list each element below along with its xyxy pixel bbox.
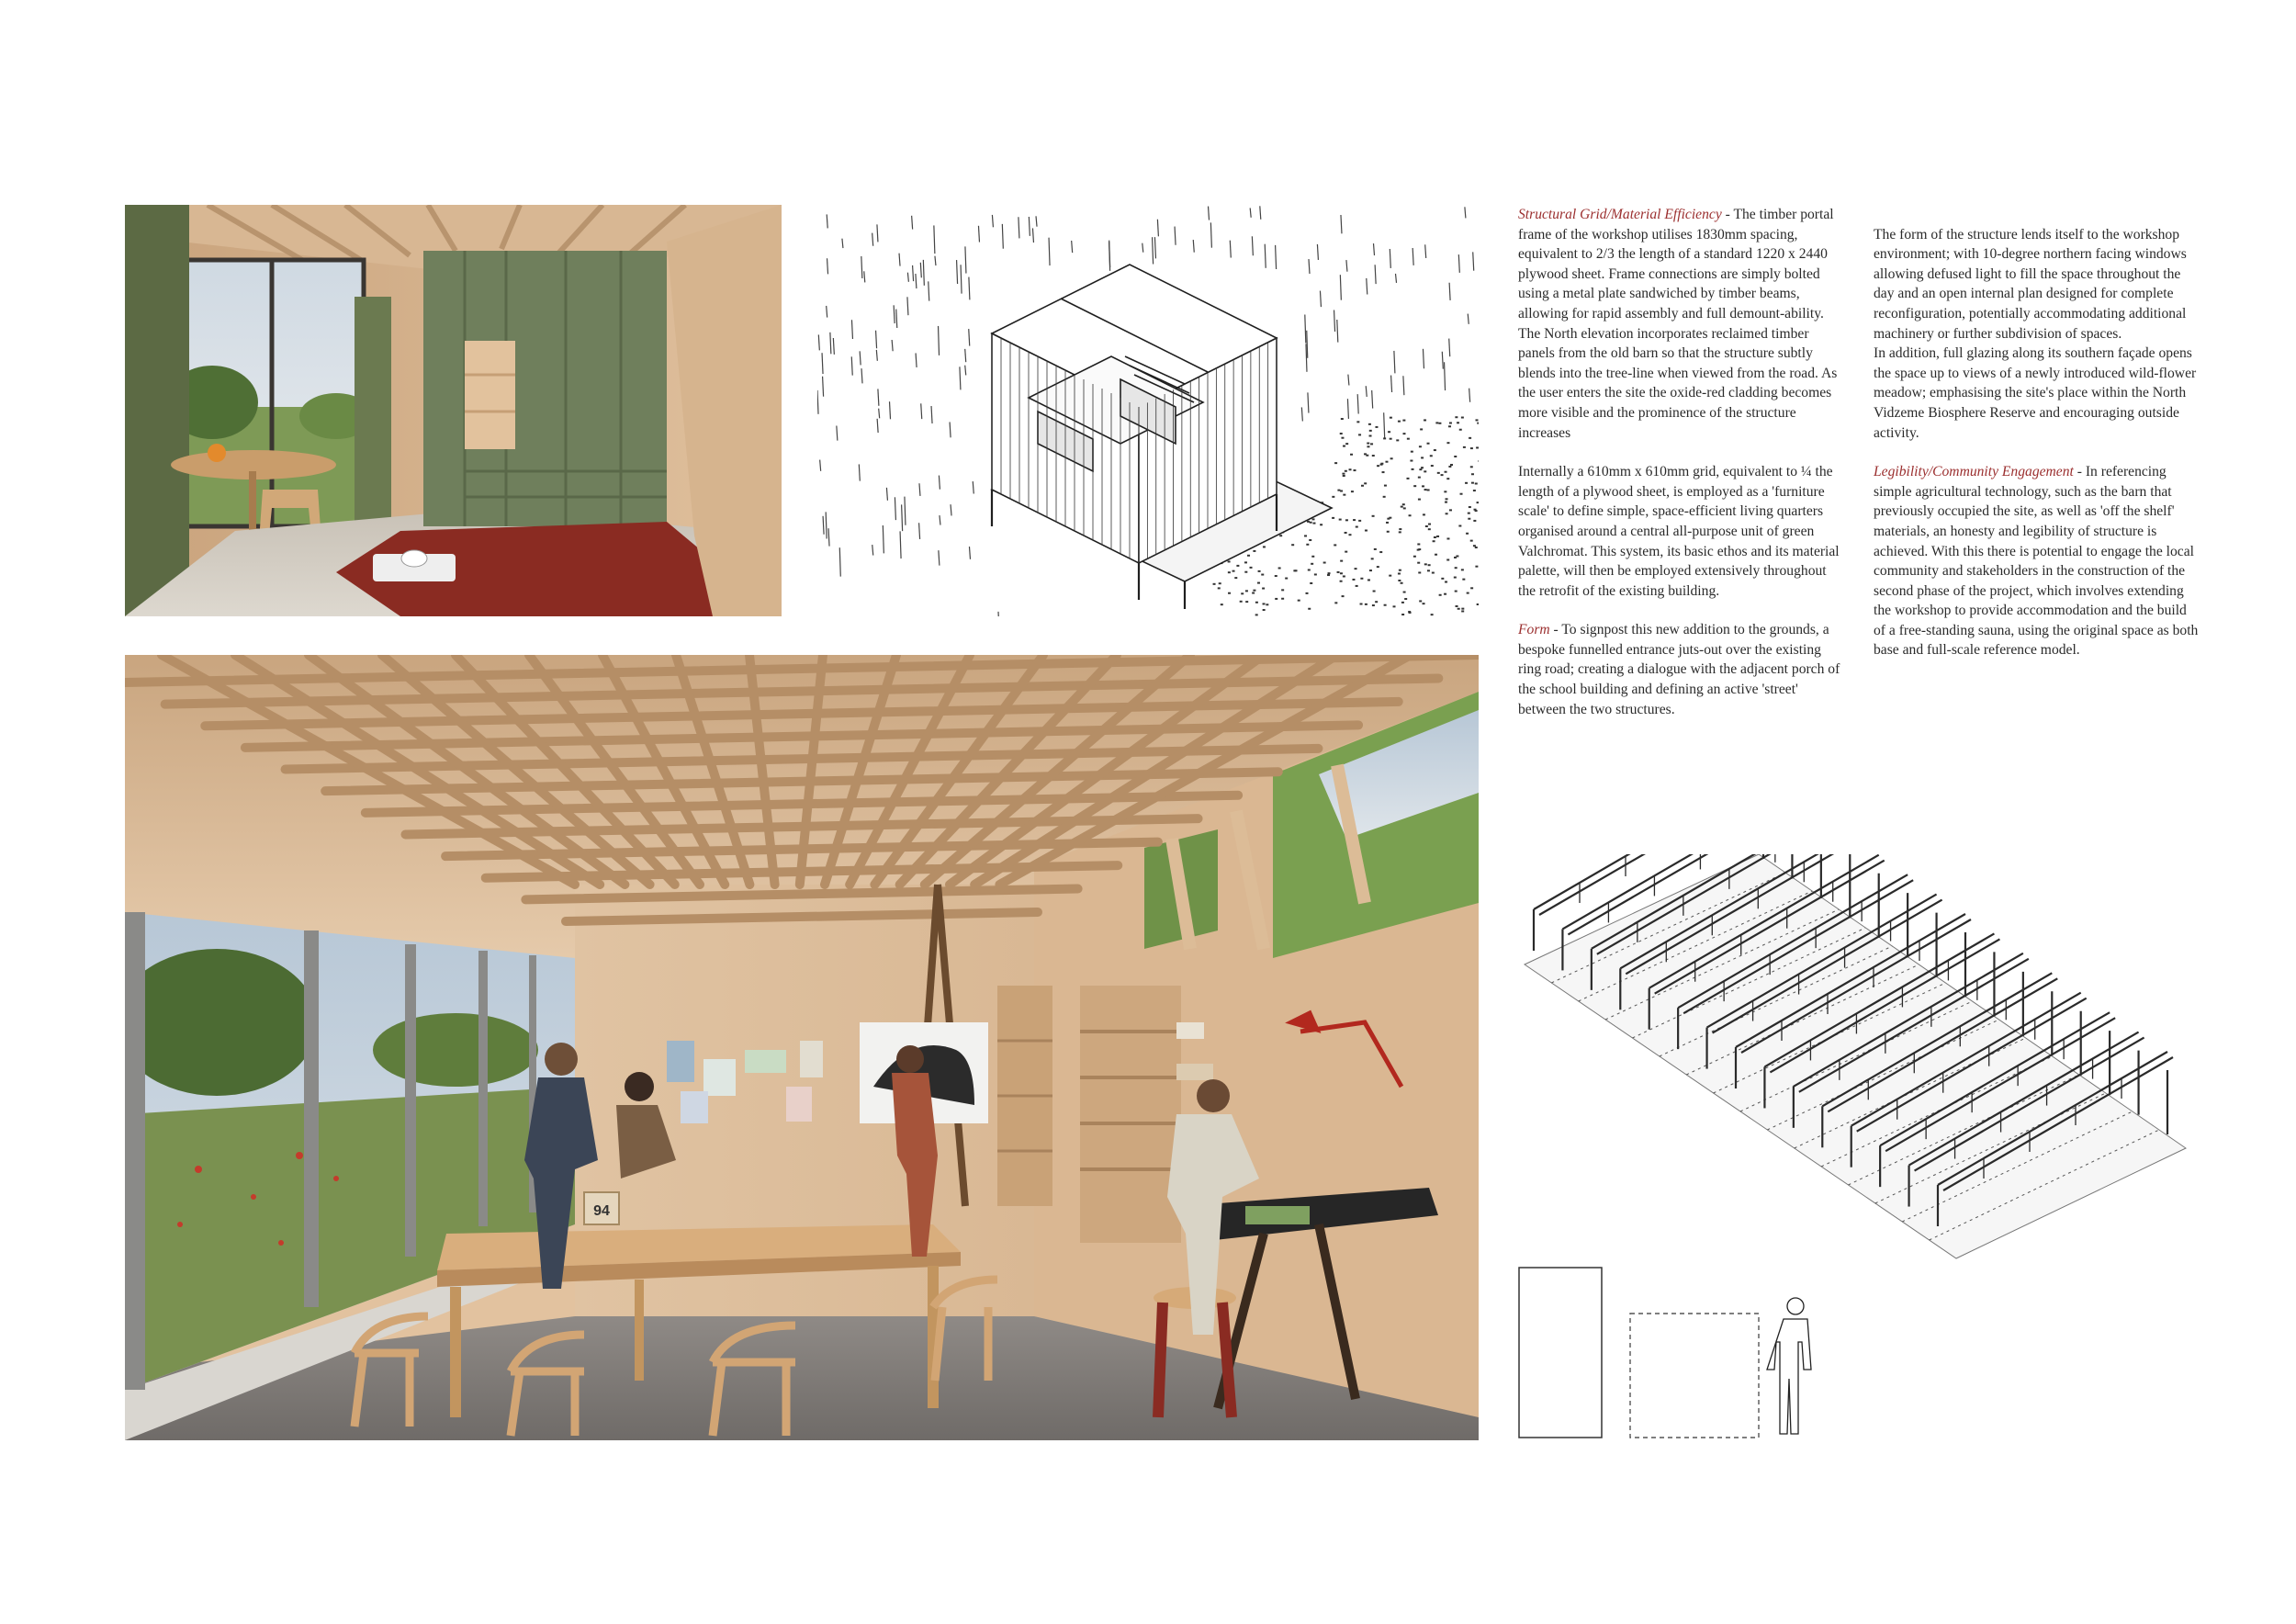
body-form: To signpost this new addition to the grounds, a bespoke funnelled entrance juts-out over the existing ring road; creating a dialogue with the adjacent porch of the school building and defining an active 'street' between the two structures. xyxy=(1518,622,1840,717)
body-internal-grid: Internally a 610mm x 610mm grid, equivalent to ¼ the length of a plywood sheet, is employed as a 'furniture scale' to define simple, space-efficient living quarters organised around a central all-purpose unit of green Valchromat. This system, its basic ethos and its material palette, will then be employed extensively throughout the retrofit of the existing building. xyxy=(1518,464,1840,599)
paragraph-workshop-form xyxy=(1874,205,2199,443)
interior-render-workshop-image xyxy=(125,655,1479,1440)
scale-figure xyxy=(1767,1298,1811,1434)
text-column-1 xyxy=(1518,205,1843,739)
heading-legibility: Legibility/Community Engagement xyxy=(1874,464,2074,480)
paragraph-internal-grid xyxy=(1518,462,1843,601)
heading-form: Form xyxy=(1518,622,1550,638)
isometric-building xyxy=(992,265,1332,581)
body-legibility: In referencing simple agricultural technology, such as the barn that previously occupied the site, as well as 'off the shelf' materials, an honesty and legibility of structure is achieved. With this there is potential to engage the local community and stakeholders in the construction of the second phase of the project, which involves extending the workshop to provide accommodation and the build of a free-standing sauna, using the original space as both base and full-scale reference model. xyxy=(1874,464,2199,659)
interior-render-living-image xyxy=(125,205,782,616)
portal-frame-drawing xyxy=(1515,854,2195,1268)
heading-structural-grid: Structural Grid/Material Efficiency xyxy=(1518,207,1722,222)
isometric-drawing xyxy=(817,205,1479,616)
paragraph-form: Form - To signpost this new addition to the grounds, a bespoke funnelled entrance juts-out over the existing ring road; creating a dialogue with the adjacent porch of the school building and defining an active 'street' between the two structures. xyxy=(1518,622,1840,717)
body-workshop-form: The form of the structure lends itself to the workshop environment; with 10-degree northern facing windows allowing defused light to fill the space throughout the day and an open internal plan designed for complete reconfiguration, potentially accommodating additional machinery or further subdivision of spaces. In addition, full glazing along its southern façade opens the space up to views of a newly introduced wild-flower meadow; emphasising the site's place within the North Vidzeme Biosphere Reserve and encouraging outside activity. xyxy=(1874,226,2197,441)
box-label: 94 xyxy=(593,1203,610,1219)
paragraph-structural-grid: Structural Grid/Material Efficiency - The timber portal frame of the workshop utilises 1830mm spacing, equivalent to 2/3 the length of a standard 1220 x 2440 plywood sheet. Frame connections are simply bolted using a metal plate sandwiched by timber beams, allowing for rapid assembly and full demount-ability. The North elevation incorporates reclaimed timber panels from the old barn so that the structure subtly blends into the tree-line when viewed from the road. As the user enters the site the oxide-red cladding becomes more visible and the prominence of the structure increases xyxy=(1518,207,1838,441)
portal-frame-axonometric xyxy=(1515,854,2195,1268)
body-structural-grid: The timber portal frame of the workshop utilises 1830mm spacing, equivalent to 2/3 the length of a standard 1220 x 2440 plywood sheet. Frame connections are simply bolted using a metal plate sandwiched by timber beams, allowing for rapid assembly and full demount-ability. The North elevation incorporates reclaimed timber panels from the old barn so that the structure subtly blends into the tree-line when viewed from the road. As the user enters the site the oxide-red cladding becomes more visible and the prominence of the structure increases xyxy=(1518,207,1838,441)
furniture-grid-outline xyxy=(1630,1314,1759,1438)
interior-render-workshop xyxy=(125,655,1479,1440)
paragraph-legibility: Legibility/Community Engagement - In referencing simple agricultural technology, such as the barn that previously occupied the site, as well as 'off the shelf' materials, an honesty and legibility of structure is achieved. With this there is potential to engage the local community and stakeholders in the construction of the second phase of the project, which involves extending the workshop to provide accommodation and the build of a free-standing sauna, using the original space as both base and full-scale reference model. xyxy=(1874,464,2199,659)
text-column-2 xyxy=(1874,205,2199,680)
isometric-cutaway-drawing xyxy=(817,205,1479,616)
interior-render-living xyxy=(125,205,782,616)
grid-diagram-drawing xyxy=(1515,1258,1818,1442)
plywood-sheet-outline xyxy=(1519,1268,1602,1438)
scale-grid-diagram xyxy=(1515,1258,1818,1442)
